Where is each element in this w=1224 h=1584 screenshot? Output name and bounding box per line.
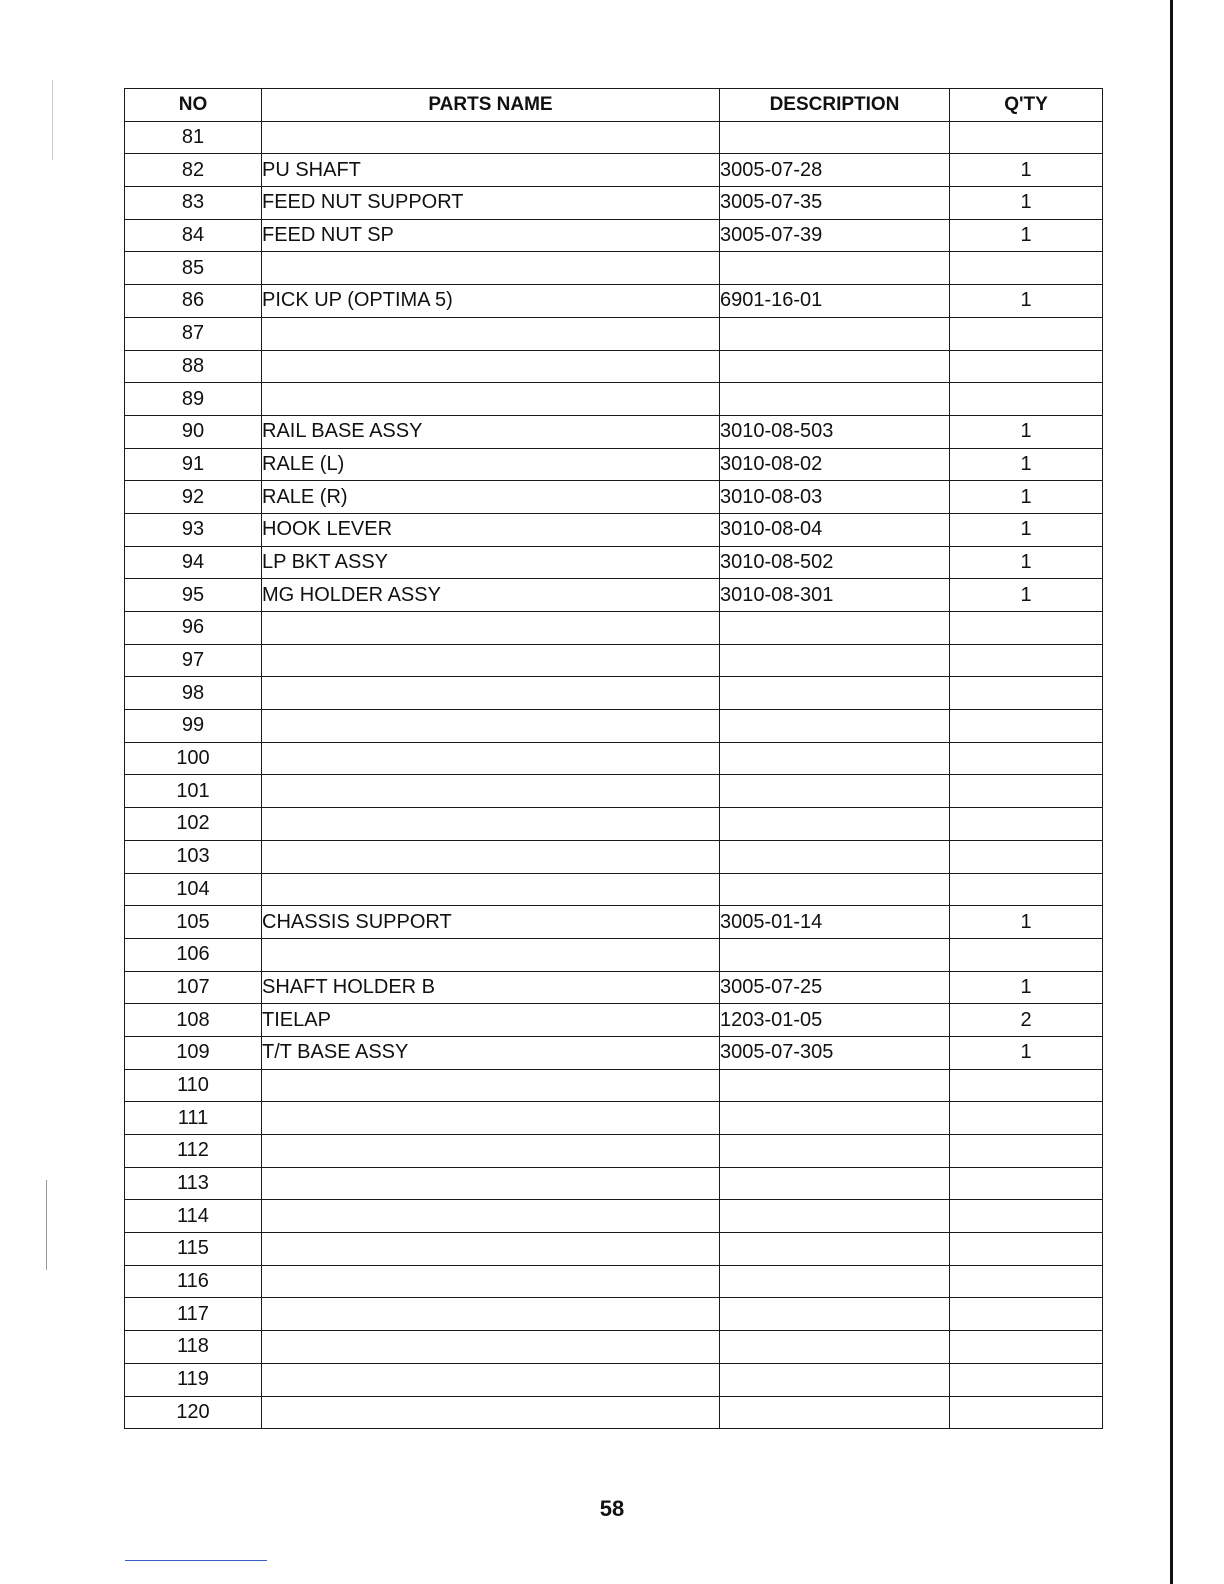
cell-parts-name <box>262 1265 720 1298</box>
table-row <box>125 481 1103 514</box>
cell-description <box>720 873 950 906</box>
cell-parts-name: FEED NUT SP <box>262 219 720 252</box>
parts-table <box>124 88 1103 1429</box>
table-row <box>125 187 1103 220</box>
table-row <box>125 906 1103 939</box>
cell-no: 92 <box>125 481 262 514</box>
cell-qty <box>950 1102 1103 1135</box>
cell-parts-name <box>262 383 720 416</box>
cell-qty: 1 <box>950 415 1103 448</box>
table-row <box>125 154 1103 187</box>
table-row <box>125 873 1103 906</box>
cell-parts-name <box>262 1331 720 1364</box>
cell-parts-name <box>262 1298 720 1331</box>
cell-description <box>720 1135 950 1168</box>
cell-parts-name <box>262 1102 720 1135</box>
cell-qty <box>950 612 1103 645</box>
scan-edge-left-faint <box>52 80 53 160</box>
cell-qty: 1 <box>950 546 1103 579</box>
table-row <box>125 121 1103 154</box>
cell-description: 3005-01-14 <box>720 906 950 939</box>
table-row <box>125 1331 1103 1364</box>
cell-qty <box>950 1135 1103 1168</box>
cell-no: 114 <box>125 1200 262 1233</box>
cell-qty <box>950 1200 1103 1233</box>
cell-qty: 1 <box>950 579 1103 612</box>
cell-description: 3005-07-35 <box>720 187 950 220</box>
cell-no: 119 <box>125 1363 262 1396</box>
cell-no: 106 <box>125 938 262 971</box>
table-row <box>125 219 1103 252</box>
cell-no: 107 <box>125 971 262 1004</box>
cell-description <box>720 1102 950 1135</box>
cell-parts-name <box>262 644 720 677</box>
cell-qty <box>950 1331 1103 1364</box>
cell-description: 3010-08-04 <box>720 513 950 546</box>
cell-parts-name <box>262 938 720 971</box>
header-parts-name: PARTS NAME <box>262 89 720 122</box>
cell-no: 95 <box>125 579 262 612</box>
cell-description <box>720 840 950 873</box>
cell-no: 84 <box>125 219 262 252</box>
cell-description <box>720 612 950 645</box>
table-row <box>125 415 1103 448</box>
cell-parts-name <box>262 612 720 645</box>
cell-parts-name: HOOK LEVER <box>262 513 720 546</box>
header-description: DESCRIPTION <box>720 89 950 122</box>
cell-qty <box>950 1298 1103 1331</box>
cell-no: 110 <box>125 1069 262 1102</box>
table-row <box>125 1363 1103 1396</box>
cell-qty <box>950 677 1103 710</box>
cell-parts-name: LP BKT ASSY <box>262 546 720 579</box>
table-row <box>125 742 1103 775</box>
cell-qty <box>950 1233 1103 1266</box>
cell-no: 111 <box>125 1102 262 1135</box>
table-row <box>125 579 1103 612</box>
table-row <box>125 677 1103 710</box>
cell-description: 3010-08-301 <box>720 579 950 612</box>
cell-parts-name: PU SHAFT <box>262 154 720 187</box>
cell-parts-name <box>262 350 720 383</box>
cell-parts-name <box>262 1069 720 1102</box>
cell-no: 104 <box>125 873 262 906</box>
cell-description: 3005-07-28 <box>720 154 950 187</box>
cell-no: 91 <box>125 448 262 481</box>
cell-parts-name <box>262 840 720 873</box>
cell-no: 115 <box>125 1233 262 1266</box>
table-row <box>125 1102 1103 1135</box>
cell-parts-name <box>262 252 720 285</box>
cell-parts-name <box>262 1135 720 1168</box>
cell-no: 90 <box>125 415 262 448</box>
cell-parts-name: PICK UP (OPTIMA 5) <box>262 285 720 318</box>
cell-parts-name: CHASSIS SUPPORT <box>262 906 720 939</box>
cell-qty <box>950 644 1103 677</box>
table-row <box>125 1396 1103 1429</box>
cell-description <box>720 252 950 285</box>
cell-description: 3010-08-502 <box>720 546 950 579</box>
cell-parts-name: FEED NUT SUPPORT <box>262 187 720 220</box>
table-row <box>125 644 1103 677</box>
cell-parts-name: SHAFT HOLDER B <box>262 971 720 1004</box>
cell-qty: 2 <box>950 1004 1103 1037</box>
table-row <box>125 252 1103 285</box>
cell-description <box>720 1298 950 1331</box>
cell-description <box>720 677 950 710</box>
cell-no: 105 <box>125 906 262 939</box>
cell-no: 116 <box>125 1265 262 1298</box>
cell-description <box>720 383 950 416</box>
table-row <box>125 612 1103 645</box>
cell-qty <box>950 775 1103 808</box>
cell-qty: 1 <box>950 1036 1103 1069</box>
cell-description <box>720 775 950 808</box>
cell-description <box>720 1233 950 1266</box>
cell-no: 118 <box>125 1331 262 1364</box>
cell-parts-name: MG HOLDER ASSY <box>262 579 720 612</box>
cell-no: 109 <box>125 1036 262 1069</box>
cell-no: 117 <box>125 1298 262 1331</box>
table-row <box>125 840 1103 873</box>
cell-description <box>720 1167 950 1200</box>
table-row <box>125 546 1103 579</box>
cell-qty: 1 <box>950 481 1103 514</box>
cell-description <box>720 1069 950 1102</box>
cell-parts-name <box>262 742 720 775</box>
cell-no: 102 <box>125 808 262 841</box>
cell-qty <box>950 938 1103 971</box>
cell-qty <box>950 742 1103 775</box>
table-row <box>125 775 1103 808</box>
cell-parts-name <box>262 1200 720 1233</box>
cell-no: 108 <box>125 1004 262 1037</box>
cell-no: 101 <box>125 775 262 808</box>
table-row <box>125 1069 1103 1102</box>
cell-no: 99 <box>125 710 262 743</box>
cell-parts-name: RALE (R) <box>262 481 720 514</box>
table-row <box>125 350 1103 383</box>
cell-description <box>720 1200 950 1233</box>
cell-parts-name: RALE (L) <box>262 448 720 481</box>
cell-parts-name: T/T BASE ASSY <box>262 1036 720 1069</box>
cell-qty: 1 <box>950 219 1103 252</box>
header-no: NO <box>125 89 262 122</box>
cell-parts-name <box>262 775 720 808</box>
cell-no: 87 <box>125 317 262 350</box>
cell-no: 83 <box>125 187 262 220</box>
table-row <box>125 1298 1103 1331</box>
cell-description <box>720 742 950 775</box>
cell-qty <box>950 1167 1103 1200</box>
cell-qty: 1 <box>950 154 1103 187</box>
cell-qty <box>950 350 1103 383</box>
cell-qty <box>950 317 1103 350</box>
cell-description <box>720 938 950 971</box>
cell-parts-name <box>262 121 720 154</box>
cell-qty: 1 <box>950 187 1103 220</box>
cell-parts-name <box>262 1233 720 1266</box>
cell-description <box>720 1363 950 1396</box>
cell-qty <box>950 252 1103 285</box>
cell-parts-name <box>262 1363 720 1396</box>
cell-description: 1203-01-05 <box>720 1004 950 1037</box>
table-row <box>125 285 1103 318</box>
cell-description <box>720 1265 950 1298</box>
table-row <box>125 1167 1103 1200</box>
cell-description: 3010-08-02 <box>720 448 950 481</box>
cell-no: 120 <box>125 1396 262 1429</box>
cell-qty <box>950 121 1103 154</box>
page-number: 58 <box>599 1496 625 1521</box>
cell-no: 81 <box>125 121 262 154</box>
cell-qty <box>950 1396 1103 1429</box>
cell-no: 100 <box>125 742 262 775</box>
cell-description <box>720 350 950 383</box>
cell-no: 94 <box>125 546 262 579</box>
table-row <box>125 1004 1103 1037</box>
table-row <box>125 317 1103 350</box>
cell-no: 86 <box>125 285 262 318</box>
cell-parts-name <box>262 873 720 906</box>
header-row <box>125 89 1103 122</box>
cell-parts-name <box>262 677 720 710</box>
cell-parts-name <box>262 1396 720 1429</box>
cell-description: 3005-07-25 <box>720 971 950 1004</box>
table-row <box>125 938 1103 971</box>
cell-qty <box>950 710 1103 743</box>
cell-qty <box>950 383 1103 416</box>
cell-description <box>720 644 950 677</box>
parts-table-body <box>125 121 1103 1429</box>
cell-qty <box>950 840 1103 873</box>
table-row <box>125 1036 1103 1069</box>
cell-qty <box>950 808 1103 841</box>
cell-qty: 1 <box>950 513 1103 546</box>
table-row <box>125 1200 1103 1233</box>
table-row <box>125 808 1103 841</box>
cell-qty: 1 <box>950 971 1103 1004</box>
cell-description: 3005-07-305 <box>720 1036 950 1069</box>
cell-parts-name: RAIL BASE ASSY <box>262 415 720 448</box>
cell-no: 103 <box>125 840 262 873</box>
cell-no: 96 <box>125 612 262 645</box>
cell-no: 89 <box>125 383 262 416</box>
cell-parts-name <box>262 710 720 743</box>
cell-no: 98 <box>125 677 262 710</box>
scan-edge-left <box>46 1180 47 1270</box>
cell-qty <box>950 1069 1103 1102</box>
table-row <box>125 1135 1103 1168</box>
bottom-rule <box>125 1560 267 1561</box>
cell-description: 3005-07-39 <box>720 219 950 252</box>
cell-description: 6901-16-01 <box>720 285 950 318</box>
cell-qty <box>950 1363 1103 1396</box>
cell-parts-name <box>262 1167 720 1200</box>
cell-qty <box>950 1265 1103 1298</box>
cell-description <box>720 121 950 154</box>
table-row <box>125 971 1103 1004</box>
cell-no: 88 <box>125 350 262 383</box>
cell-qty <box>950 873 1103 906</box>
cell-description <box>720 710 950 743</box>
cell-no: 85 <box>125 252 262 285</box>
cell-no: 112 <box>125 1135 262 1168</box>
table-row <box>125 513 1103 546</box>
cell-description <box>720 808 950 841</box>
cell-parts-name: TIELAP <box>262 1004 720 1037</box>
cell-qty: 1 <box>950 285 1103 318</box>
cell-no: 93 <box>125 513 262 546</box>
table-row <box>125 710 1103 743</box>
header-qty: Q'TY <box>950 89 1103 122</box>
cell-no: 82 <box>125 154 262 187</box>
cell-parts-name <box>262 808 720 841</box>
cell-qty: 1 <box>950 906 1103 939</box>
cell-qty: 1 <box>950 448 1103 481</box>
table-row <box>125 383 1103 416</box>
cell-description <box>720 317 950 350</box>
cell-description <box>720 1331 950 1364</box>
cell-no: 97 <box>125 644 262 677</box>
table-row <box>125 1233 1103 1266</box>
cell-description <box>720 1396 950 1429</box>
table-row <box>125 1265 1103 1298</box>
cell-no: 113 <box>125 1167 262 1200</box>
cell-description: 3010-08-503 <box>720 415 950 448</box>
table-row <box>125 448 1103 481</box>
cell-parts-name <box>262 317 720 350</box>
scan-edge-right <box>1170 0 1173 1584</box>
cell-description: 3010-08-03 <box>720 481 950 514</box>
